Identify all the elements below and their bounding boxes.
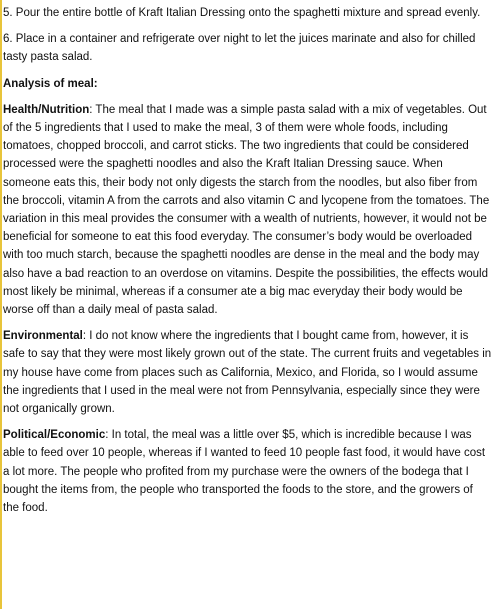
document-body [3,4,492,525]
analysis-heading: Analysis of meal: [3,77,98,90]
political-label: Political/Economic [3,429,106,442]
environmental-paragraph [3,327,492,418]
political-paragraph [3,426,492,517]
health-paragraph [3,101,492,319]
instruction-step-6: 6. Place in a container and refrigerate over night to let the juices marinate and also for chilled tasty pasta salad. [3,33,476,64]
political-text: : In total, the meal was a little over $5, which is incredible because I was able to feed over 10 people, whereas if I wanted to feed 10 people fast food, it would have cost a lot more. The people who profited from my purchase were the owners of the bodega that I bought the items from, the people who transported the foods to the store, and the growers of the food. [3,429,486,515]
instruction-step-5: 5. Pour the entire bottle of Kraft Italian Dressing onto the spaghetti mixture and spread evenly. [3,7,481,19]
health-text: : The meal that I made was a simple pasta salad with a mix of vegetables. Out of the 5 ingredients that I used to make the meal, 3 of them were whole foods, including tomatoes, chopped broccoli, and carrot sticks. The two ingredients that could be considered processed were the spaghetti noodles and also the Kraft Italian Dressing sauce. When someone eats this, their body not only digests the starch from the noodles, but also fiber from the broccoli, vitamin A from the carrots and also vitamin C and lycopene from the tomatoes. The variation in this meal provides the consumer with a wealth of nutrients, however, it would not be beneficial for someone to eat this food everyday. The consumer’s body would be overloaded with too much starch, because the spaghetti noodles are dense in the meal and the body may also have a bad reaction to an overdose on vitamins. Despite the possibilities, the effects would most likely be minimal, whereas if a consumer ate a big mac everyday their body would be worse off than a daily meal of pasta salad. [3,103,490,317]
health-label: Health/Nutrition [3,103,90,116]
environmental-label: Environmental [3,330,83,343]
environmental-text: : I do not know where the ingredients that I bought came from, however, it is safe to say that they were most likely grown out of the state. The current fruits and vegetables in my house have come from places such as California, Mexico, and Florida, so I would assume the ingredients that I used in the meal were not from Pennsylvania, especially since they were not organically grown. [3,330,492,416]
